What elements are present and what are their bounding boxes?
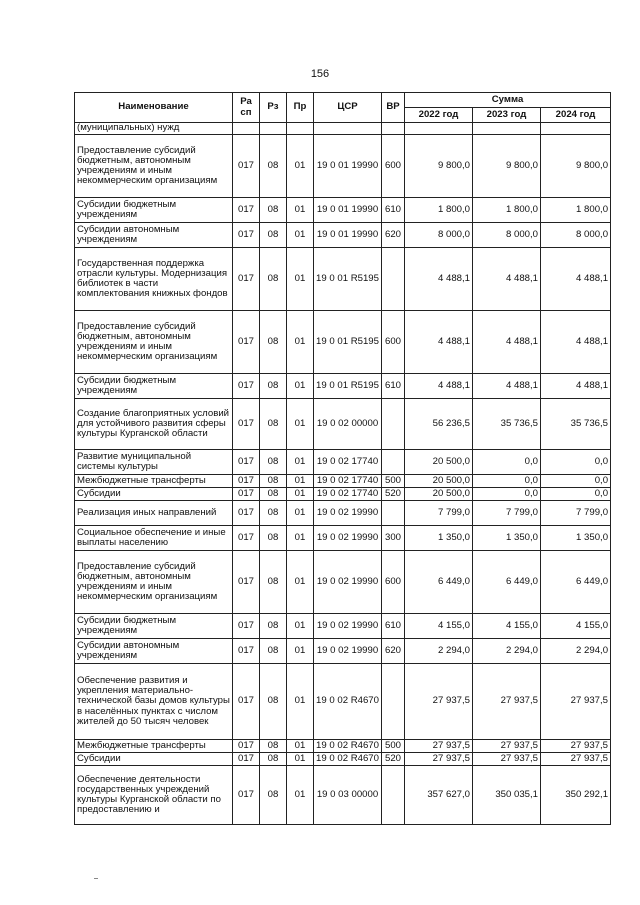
row-rz: 08 xyxy=(260,135,287,198)
row-csr: 19 0 02 19990 xyxy=(314,501,382,526)
table-row xyxy=(75,135,611,198)
header-2024: 2024 год xyxy=(541,108,611,123)
row-rz: 08 xyxy=(260,450,287,475)
row-sum-2024: 9 800,0 xyxy=(541,135,611,198)
row-rz: 08 xyxy=(260,198,287,223)
row-name: Субсидии xyxy=(75,488,233,501)
row-pr: 01 xyxy=(287,501,314,526)
row-rasp: 017 xyxy=(233,475,260,488)
scan-mark xyxy=(94,878,98,879)
row-csr: 19 0 01 19990 xyxy=(314,135,382,198)
row-sum-2023: 0,0 xyxy=(473,450,541,475)
row-name: Развитие муниципальной системы культуры xyxy=(75,450,233,475)
row-rasp: 017 xyxy=(233,311,260,374)
row-sum-2022: 56 236,5 xyxy=(405,399,473,450)
row-vr: 610 xyxy=(382,374,405,399)
row-pr: 01 xyxy=(287,198,314,223)
row-sum-2022: 1 350,0 xyxy=(405,526,473,551)
table-body xyxy=(75,123,611,825)
row-sum-2023: 7 799,0 xyxy=(473,501,541,526)
row-sum-2023: 35 736,5 xyxy=(473,399,541,450)
row-csr: 19 0 02 00000 xyxy=(314,399,382,450)
table-row xyxy=(75,488,611,501)
row-vr: 620 xyxy=(382,223,405,248)
row-sum-2023: 6 449,0 xyxy=(473,551,541,614)
row-pr: 01 xyxy=(287,399,314,450)
row-rz: 08 xyxy=(260,639,287,664)
row-sum-2024: 1 350,0 xyxy=(541,526,611,551)
row-rz: 08 xyxy=(260,248,287,311)
row-rasp: 017 xyxy=(233,664,260,740)
continuation-row xyxy=(75,123,611,135)
row-pr: 01 xyxy=(287,311,314,374)
row-rz: 08 xyxy=(260,766,287,825)
row-sum-2022: 6 449,0 xyxy=(405,551,473,614)
page-number: 156 xyxy=(310,68,330,80)
row-name: Предоставление субсидий бюджетным, автономным учреждениям и иным некоммерческим организациям xyxy=(75,551,233,614)
row-sum-2024: 7 799,0 xyxy=(541,501,611,526)
row-name: Государственная поддержка отрасли культуры. Модернизация библиотек в части комплектования книжных фондов xyxy=(75,248,233,311)
row-csr: 19 0 02 R4670 xyxy=(314,664,382,740)
row-rz: 08 xyxy=(260,223,287,248)
row-sum-2022: 7 799,0 xyxy=(405,501,473,526)
row-name: Субсидии бюджетным учреждениям xyxy=(75,614,233,639)
row-csr: 19 0 01 R5195 xyxy=(314,374,382,399)
row-sum-2022: 1 800,0 xyxy=(405,198,473,223)
row-csr: 19 0 01 R5195 xyxy=(314,248,382,311)
row-pr: 01 xyxy=(287,475,314,488)
row-sum-2022: 4 488,1 xyxy=(405,374,473,399)
row-sum-2022: 357 627,0 xyxy=(405,766,473,825)
table-row xyxy=(75,223,611,248)
row-rasp: 017 xyxy=(233,488,260,501)
row-csr: 19 0 02 19990 xyxy=(314,639,382,664)
row-sum-2023: 27 937,5 xyxy=(473,753,541,766)
row-vr: 500 xyxy=(382,740,405,753)
header-rz: Рз xyxy=(260,93,287,123)
row-sum-2023: 2 294,0 xyxy=(473,639,541,664)
row-name: Субсидии бюджетным учреждениям xyxy=(75,374,233,399)
row-rasp: 017 xyxy=(233,248,260,311)
row-sum-2023: 0,0 xyxy=(473,488,541,501)
row-sum-2022: 20 500,0 xyxy=(405,488,473,501)
row-vr: 300 xyxy=(382,526,405,551)
row-vr: 520 xyxy=(382,753,405,766)
continuation-text: (муниципальных) нужд xyxy=(75,123,233,135)
row-pr: 01 xyxy=(287,374,314,399)
row-sum-2024: 4 155,0 xyxy=(541,614,611,639)
header-csr: ЦСР xyxy=(314,93,382,123)
row-pr: 01 xyxy=(287,135,314,198)
row-name: Межбюджетные трансферты xyxy=(75,475,233,488)
row-vr xyxy=(382,248,405,311)
row-csr: 19 0 02 R4670 xyxy=(314,753,382,766)
row-sum-2022: 27 937,5 xyxy=(405,740,473,753)
row-sum-2023: 4 488,1 xyxy=(473,311,541,374)
row-sum-2024: 27 937,5 xyxy=(541,664,611,740)
row-vr: 500 xyxy=(382,475,405,488)
row-sum-2024: 0,0 xyxy=(541,475,611,488)
row-vr xyxy=(382,664,405,740)
row-rz: 08 xyxy=(260,664,287,740)
row-pr: 01 xyxy=(287,753,314,766)
row-sum-2024: 4 488,1 xyxy=(541,374,611,399)
row-pr: 01 xyxy=(287,551,314,614)
row-sum-2024: 27 937,5 xyxy=(541,753,611,766)
row-sum-2024: 4 488,1 xyxy=(541,311,611,374)
row-vr: 600 xyxy=(382,311,405,374)
row-name: Предоставление субсидий бюджетным, автономным учреждениям и иным некоммерческим организациям xyxy=(75,311,233,374)
header-sum: Сумма xyxy=(405,93,611,108)
table-row xyxy=(75,311,611,374)
row-sum-2023: 9 800,0 xyxy=(473,135,541,198)
row-vr: 610 xyxy=(382,198,405,223)
row-pr: 01 xyxy=(287,766,314,825)
table-row xyxy=(75,501,611,526)
row-name: Создание благоприятных условий для устойчивого развития сферы культуры Курганской области xyxy=(75,399,233,450)
row-csr: 19 0 02 17740 xyxy=(314,475,382,488)
row-rasp: 017 xyxy=(233,198,260,223)
row-csr: 19 0 03 00000 xyxy=(314,766,382,825)
row-csr: 19 0 01 19990 xyxy=(314,223,382,248)
row-sum-2023: 1 800,0 xyxy=(473,198,541,223)
row-rasp: 017 xyxy=(233,223,260,248)
row-name: Предоставление субсидий бюджетным, автономным учреждениям и иным некоммерческим организациям xyxy=(75,135,233,198)
row-pr: 01 xyxy=(287,614,314,639)
row-pr: 01 xyxy=(287,488,314,501)
table-row xyxy=(75,766,611,825)
table-row xyxy=(75,614,611,639)
row-sum-2024: 27 937,5 xyxy=(541,740,611,753)
row-rz: 08 xyxy=(260,399,287,450)
row-rz: 08 xyxy=(260,753,287,766)
header-name: Наименование xyxy=(75,93,233,123)
row-rasp: 017 xyxy=(233,450,260,475)
table-row xyxy=(75,248,611,311)
row-sum-2024: 350 292,1 xyxy=(541,766,611,825)
header-vr: ВР xyxy=(382,93,405,123)
row-vr: 600 xyxy=(382,551,405,614)
row-csr: 19 0 02 19990 xyxy=(314,614,382,639)
row-sum-2022: 27 937,5 xyxy=(405,664,473,740)
row-sum-2023: 4 488,1 xyxy=(473,374,541,399)
row-rz: 08 xyxy=(260,374,287,399)
row-vr: 600 xyxy=(382,135,405,198)
row-rasp: 017 xyxy=(233,551,260,614)
header-2022: 2022 год xyxy=(405,108,473,123)
row-csr: 19 0 02 19990 xyxy=(314,526,382,551)
row-csr: 19 0 02 17740 xyxy=(314,450,382,475)
table-row xyxy=(75,526,611,551)
table-row xyxy=(75,374,611,399)
row-csr: 19 0 02 17740 xyxy=(314,488,382,501)
row-name: Обеспечение развития и укрепления материально-технической базы домов культуры в населённых пунктах с числом жителей до 50 тысяч человек xyxy=(75,664,233,740)
table-header xyxy=(75,93,611,123)
row-name: Социальное обеспечение и иные выплаты населению xyxy=(75,526,233,551)
row-sum-2024: 0,0 xyxy=(541,488,611,501)
row-sum-2023: 1 350,0 xyxy=(473,526,541,551)
row-rz: 08 xyxy=(260,614,287,639)
row-sum-2024: 2 294,0 xyxy=(541,639,611,664)
table-row xyxy=(75,475,611,488)
row-rasp: 017 xyxy=(233,374,260,399)
table-row xyxy=(75,664,611,740)
row-pr: 01 xyxy=(287,223,314,248)
row-sum-2023: 27 937,5 xyxy=(473,664,541,740)
row-sum-2024: 6 449,0 xyxy=(541,551,611,614)
row-pr: 01 xyxy=(287,740,314,753)
row-rasp: 017 xyxy=(233,501,260,526)
row-sum-2022: 20 500,0 xyxy=(405,475,473,488)
row-rasp: 017 xyxy=(233,740,260,753)
row-rasp: 017 xyxy=(233,766,260,825)
row-rz: 08 xyxy=(260,551,287,614)
row-rz: 08 xyxy=(260,475,287,488)
row-sum-2022: 8 000,0 xyxy=(405,223,473,248)
row-sum-2023: 8 000,0 xyxy=(473,223,541,248)
row-rasp: 017 xyxy=(233,135,260,198)
table-row xyxy=(75,753,611,766)
row-rz: 08 xyxy=(260,740,287,753)
header-2023: 2023 год xyxy=(473,108,541,123)
row-rasp: 017 xyxy=(233,399,260,450)
row-rasp: 017 xyxy=(233,639,260,664)
row-rz: 08 xyxy=(260,526,287,551)
row-csr: 19 0 02 R4670 xyxy=(314,740,382,753)
row-csr: 19 0 02 19990 xyxy=(314,551,382,614)
row-vr: 610 xyxy=(382,614,405,639)
row-rz: 08 xyxy=(260,501,287,526)
row-name: Субсидии автономным учреждениям xyxy=(75,639,233,664)
table-row xyxy=(75,450,611,475)
row-sum-2024: 1 800,0 xyxy=(541,198,611,223)
table-row xyxy=(75,740,611,753)
row-name: Реализация иных направлений xyxy=(75,501,233,526)
row-pr: 01 xyxy=(287,639,314,664)
row-sum-2022: 20 500,0 xyxy=(405,450,473,475)
header-pr: Пр xyxy=(287,93,314,123)
row-sum-2022: 2 294,0 xyxy=(405,639,473,664)
budget-table xyxy=(74,92,611,825)
row-vr xyxy=(382,450,405,475)
row-name: Субсидии xyxy=(75,753,233,766)
row-sum-2022: 27 937,5 xyxy=(405,753,473,766)
row-name: Субсидии автономным учреждениям xyxy=(75,223,233,248)
row-sum-2024: 4 488,1 xyxy=(541,248,611,311)
table-row xyxy=(75,551,611,614)
row-csr: 19 0 01 19990 xyxy=(314,198,382,223)
table-row xyxy=(75,198,611,223)
row-sum-2024: 35 736,5 xyxy=(541,399,611,450)
row-rz: 08 xyxy=(260,311,287,374)
row-vr xyxy=(382,766,405,825)
row-sum-2023: 27 937,5 xyxy=(473,740,541,753)
row-vr: 520 xyxy=(382,488,405,501)
row-pr: 01 xyxy=(287,450,314,475)
row-sum-2023: 350 035,1 xyxy=(473,766,541,825)
row-name: Межбюджетные трансферты xyxy=(75,740,233,753)
row-sum-2022: 9 800,0 xyxy=(405,135,473,198)
row-csr: 19 0 01 R5195 xyxy=(314,311,382,374)
row-sum-2023: 4 488,1 xyxy=(473,248,541,311)
row-sum-2023: 0,0 xyxy=(473,475,541,488)
row-rz: 08 xyxy=(260,488,287,501)
row-sum-2024: 0,0 xyxy=(541,450,611,475)
header-rasp: Ра сп xyxy=(233,93,260,123)
row-name: Обеспечение деятельности государственных учреждений культуры Курганской области по предоставлению и xyxy=(75,766,233,825)
row-sum-2022: 4 488,1 xyxy=(405,311,473,374)
row-rasp: 017 xyxy=(233,614,260,639)
table-row xyxy=(75,639,611,664)
table-row xyxy=(75,399,611,450)
row-sum-2023: 4 155,0 xyxy=(473,614,541,639)
row-pr: 01 xyxy=(287,526,314,551)
row-sum-2022: 4 488,1 xyxy=(405,248,473,311)
row-rasp: 017 xyxy=(233,753,260,766)
row-pr: 01 xyxy=(287,248,314,311)
row-name: Субсидии бюджетным учреждениям xyxy=(75,198,233,223)
row-rasp: 017 xyxy=(233,526,260,551)
row-sum-2024: 8 000,0 xyxy=(541,223,611,248)
row-sum-2022: 4 155,0 xyxy=(405,614,473,639)
row-vr xyxy=(382,501,405,526)
row-pr: 01 xyxy=(287,664,314,740)
row-vr xyxy=(382,399,405,450)
row-vr: 620 xyxy=(382,639,405,664)
